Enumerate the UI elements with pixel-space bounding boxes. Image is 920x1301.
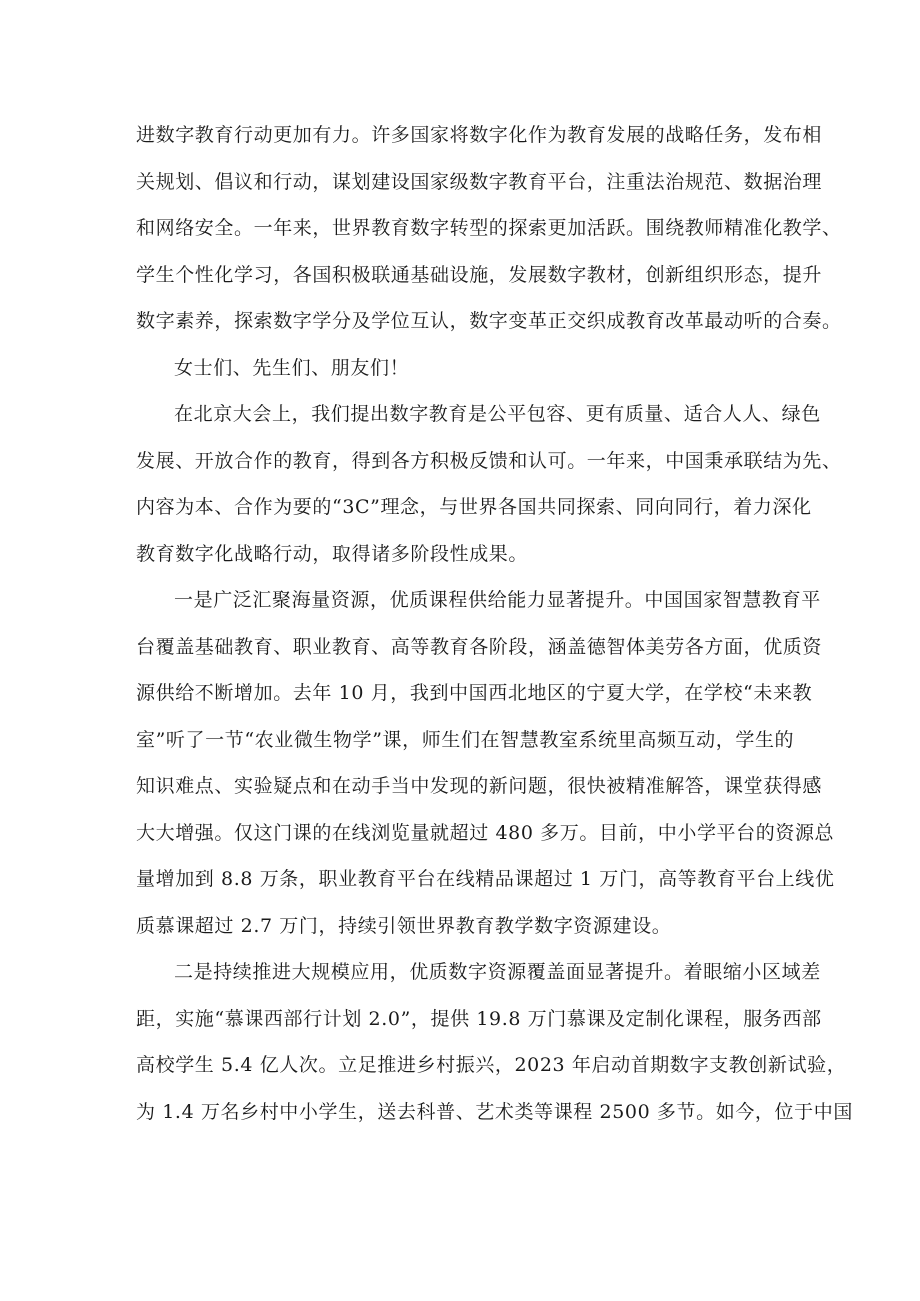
paragraph-line: 进数字教育行动更加有力。许多国家将数字化作为教育发展的战略任务，发布相 <box>136 124 823 146</box>
paragraph-line: 教育数字化战略行动，取得诸多阶段性成果。 <box>136 542 529 565</box>
paragraph-line: 在北京大会上，我们提出数字教育是公平包容、更有质量、适合人人、绿色 <box>174 403 821 425</box>
document-body <box>136 112 853 1135</box>
paragraph-p3 <box>136 391 842 577</box>
paragraph-p4 <box>136 577 835 949</box>
paragraph-line: 距，实施“慕课西部行计划 2.0”，提供 19.8 万门慕课及定制化课程，服务西部 <box>136 1007 822 1030</box>
paragraph-line: 质慕课超过 2.7 万门，持续引领世界教育教学数字资源建设。 <box>136 914 672 937</box>
paragraph-line: 一是广泛汇聚海量资源，优质课程供给能力显著提升。中国国家智慧教育平 <box>174 589 821 611</box>
paragraph-line: 数字素养，探索数字学分及学位互认，数字变革正交织成教育改革最动听的合奏。 <box>136 310 842 332</box>
paragraph-line: 高校学生 5.4 亿人次。立足推进乡村振兴，2023 年启动首期数字支教创新试验， <box>136 1054 847 1076</box>
paragraph-line: 知识难点、实验疑点和在动手当中发现的新问题，很快被精准解答，课堂获得感 <box>136 775 823 797</box>
paragraph-line: 室”听了一节“农业微生物学”课，师生们在智慧教室系统里高频互动，学生的 <box>136 728 795 751</box>
paragraph-line: 关规划、倡议和行动，谋划建设国家级数字教育平台，注重法治规范、数据治理 <box>136 170 823 193</box>
paragraph-line: 台覆盖基础教育、职业教育、高等教育各阶段，涵盖德智体美劳各方面，优质资 <box>136 635 823 658</box>
paragraph-p5 <box>136 949 853 1135</box>
paragraph-p1 <box>136 112 842 345</box>
paragraph-line: 为 1.4 万名乡村中小学生，送去科普、艺术类等课程 2500 多节。如今，位于中国 <box>136 1100 853 1123</box>
paragraph-line: 量增加到 8.8 万条，职业教育平台在线精品课超过 1 万门，高等教育平台上线优 <box>136 868 835 890</box>
paragraph-line: 源供给不断增加。去年 10 月，我到中国西北地区的宁夏大学，在学校“未来教 <box>136 682 813 704</box>
paragraph-line: 大大增强。仅这门课的在线浏览量就超过 480 多万。目前，中小学平台的资源总 <box>136 821 835 844</box>
paragraph-line: 和网络安全。一年来，世界教育数字转型的探索更加活跃。围绕教师精准化教学、 <box>136 217 842 239</box>
paragraph-line: 发展、开放合作的教育，得到各方积极反馈和认可。一年来，中国秉承联结为先、 <box>136 449 842 472</box>
paragraph-line: 二是持续推进大规模应用，优质数字资源覆盖面显著提升。着眼缩小区域差 <box>174 961 821 983</box>
paragraph-line: 女士们、先生们、朋友们！ <box>174 356 410 379</box>
paragraph-line: 内容为本、合作为要的“3C”理念，与世界各国共同探索、同向同行，着力深化 <box>136 496 812 518</box>
paragraph-p2 <box>136 345 804 392</box>
paragraph-line: 学生个性化学习，各国积极联通基础设施，发展数字教材，创新组织形态，提升 <box>136 263 823 286</box>
